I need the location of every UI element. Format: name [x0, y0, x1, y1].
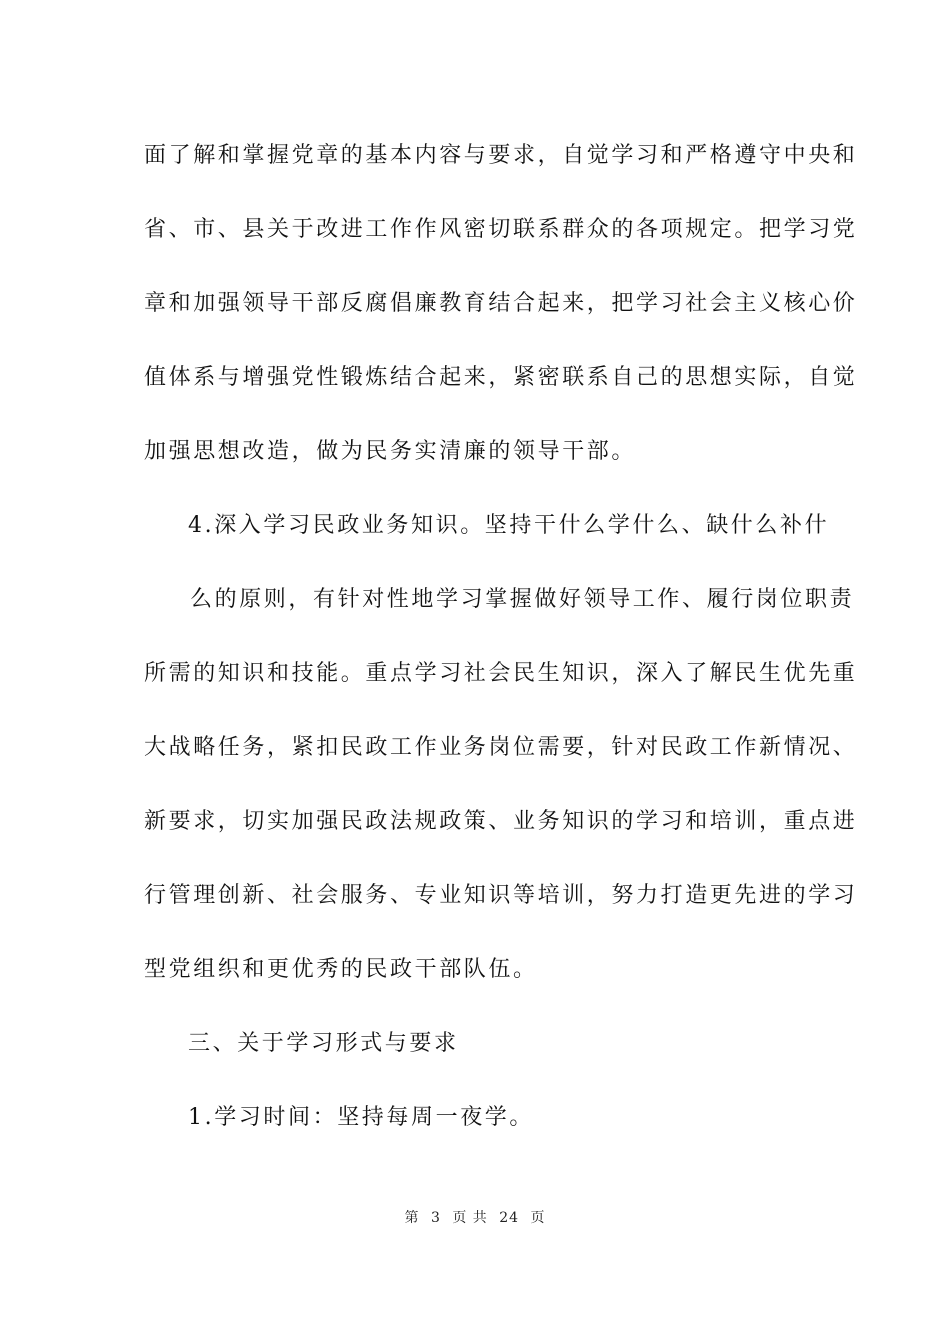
footer-middle: 页 共: [452, 1210, 488, 1226]
footer-suffix: 页: [530, 1210, 546, 1226]
paragraph-line-3: 章和加强领导干部反腐倡廉教育结合起来，把学习社会主义核心价: [144, 291, 858, 316]
paragraph-line-7: 么的原则，有针对性地学习掌握做好领导工作、履行岗位职责: [190, 587, 855, 612]
section-heading-3: 三、关于学习形式与要求: [188, 1031, 459, 1056]
paragraph-line-2: 省、市、县关于改进工作作风密切联系群众的各项规定。把学习党: [144, 217, 858, 242]
paragraph-line-10: 新要求，切实加强民政法规政策、业务知识的学习和培训，重点进: [144, 809, 858, 834]
section-item-1: 1.学习时间：坚持每周一夜学。: [188, 1105, 534, 1130]
paragraph-line-9: 大战略任务，紧扣民政工作业务岗位需要，针对民政工作新情况、: [144, 735, 858, 760]
section-item-4-heading: 4.深入学习民政业务知识。坚持干什么学什么、缺什么补什: [188, 513, 830, 538]
footer-prefix: 第: [404, 1210, 420, 1226]
paragraph-line-5: 加强思想改造，做为民务实清廉的领导干部。: [144, 439, 637, 464]
paragraph-line-11: 行管理创新、社会服务、专业知识等培训，努力打造更先进的学习: [144, 883, 858, 908]
footer-total-pages: 24: [499, 1210, 520, 1226]
paragraph-line-12: 型党组织和更优秀的民政干部队伍。: [144, 957, 538, 982]
paragraph-line-8: 所需的知识和技能。重点学习社会民生知识，深入了解民生优先重: [144, 661, 858, 686]
paragraph-line-4: 值体系与增强党性锻炼结合起来，紧密联系自己的思想实际，自觉: [144, 365, 858, 390]
page-footer: [0, 1209, 950, 1227]
footer-current-page: 3: [430, 1210, 441, 1226]
paragraph-line-1: 面了解和掌握党章的基本内容与要求，自觉学习和严格遵守中央和: [144, 143, 858, 168]
